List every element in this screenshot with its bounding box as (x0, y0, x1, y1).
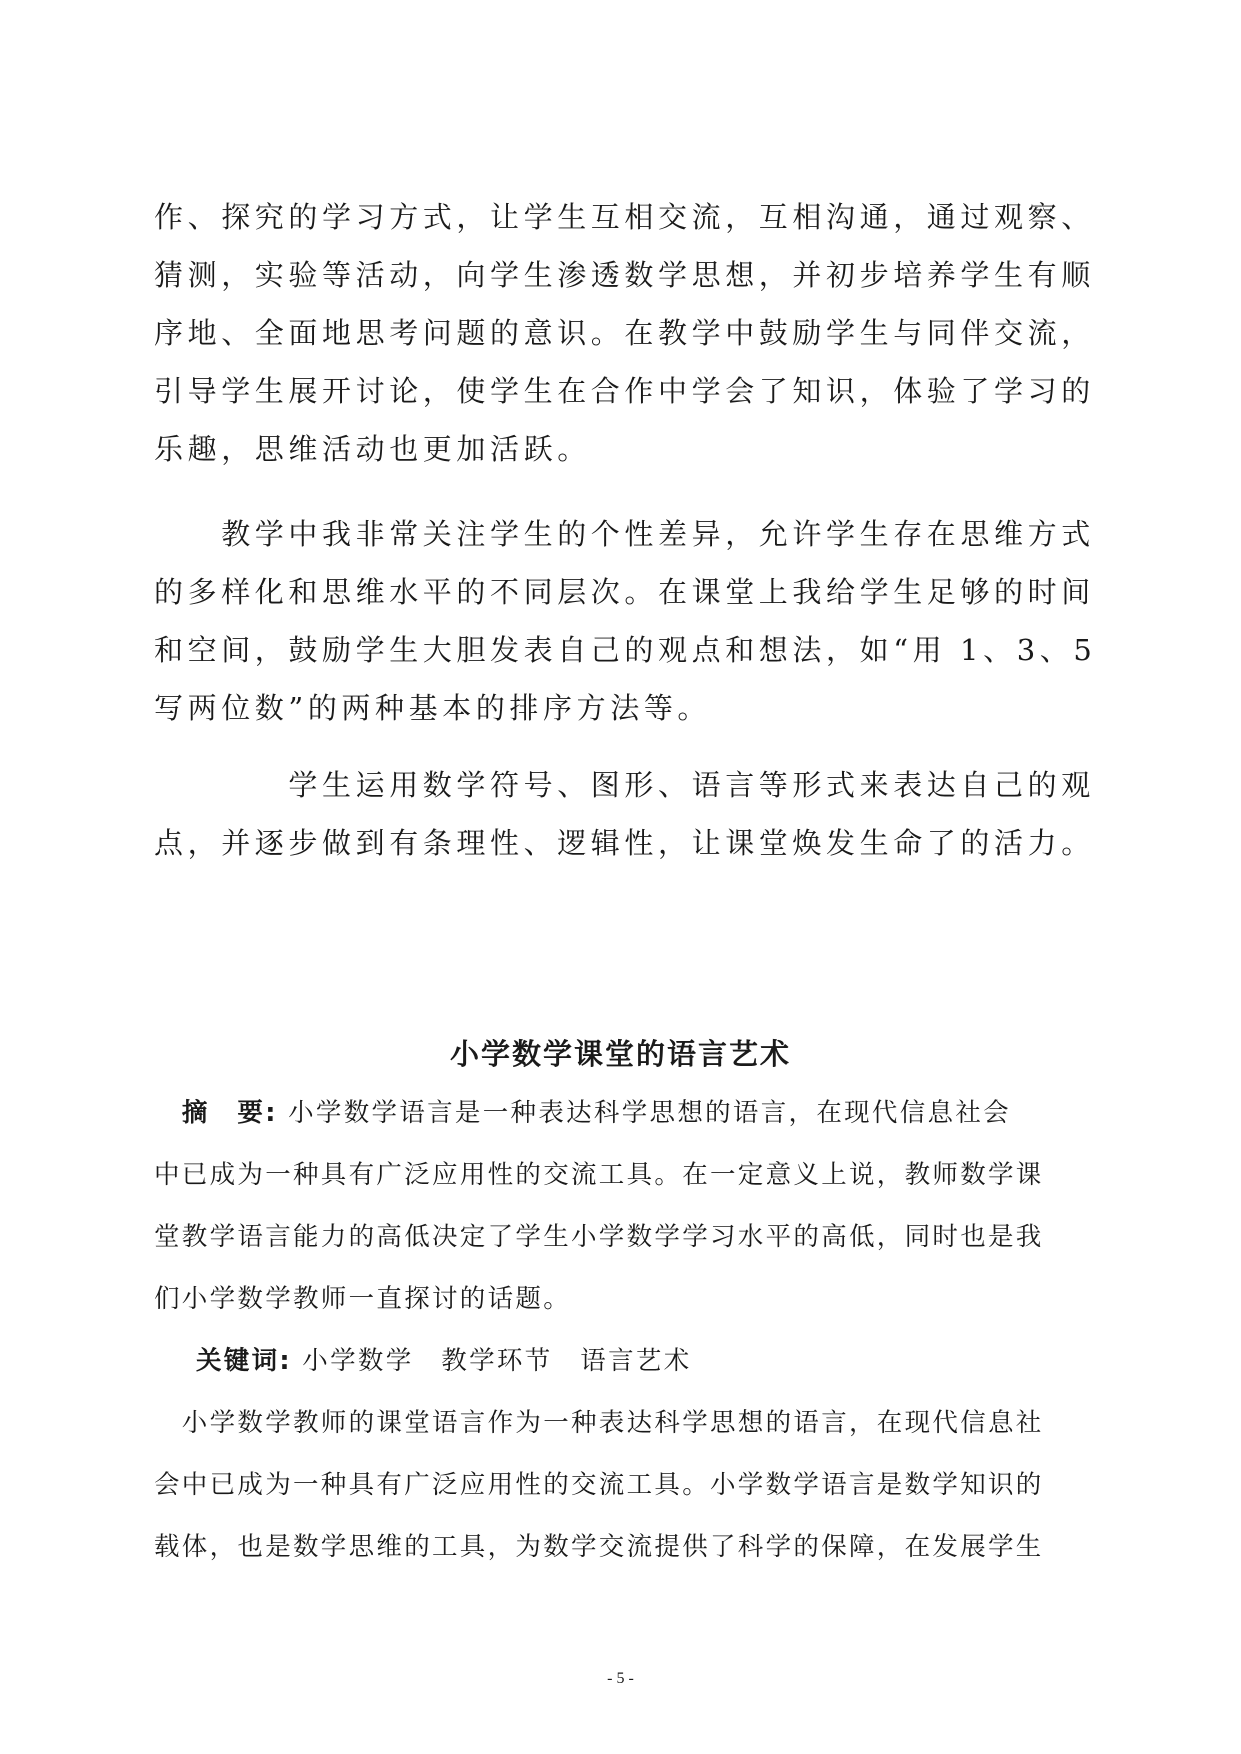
text-line: 小学数学语言是一种表达科学思想的语言，在现代信息社会 (277, 1098, 1011, 1128)
text-line: 小学数学教师的课堂语言作为一种表达科学思想的语言，在现代信息社 (154, 1408, 1044, 1438)
text-line: 和空间，鼓励学生大胆发表自己的观点和想法，如“用 1、3、5 (154, 633, 1097, 667)
article-title: 小学数学课堂的语言艺术 (449, 1037, 791, 1071)
keywords-text: 小学数学 教学环节 语言艺术 (291, 1346, 692, 1376)
text-line: 堂教学语言能力的高低决定了学生小学数学学习水平的高低，同时也是我 (154, 1222, 1044, 1252)
abstract-first-line (154, 1082, 1094, 1144)
text-line: 乐趣，思维活动也更加活跃。 (154, 432, 591, 466)
text-line: 作、探究的学习方式，让学生互相交流，互相沟通，通过观察、 (154, 200, 1095, 234)
paragraph-individual-differences (154, 505, 1097, 737)
text-line: 们小学数学教师一直探讨的话题。 (154, 1284, 572, 1314)
text-line: 学生运用数学符号、图形、语言等形式来表达自己的观 (154, 768, 1095, 802)
text-line: 序地、全面地思考问题的意识。在教学中鼓励学生与同伴交流， (154, 316, 1095, 350)
paragraph-cooperative-learning (154, 188, 1094, 478)
abstract-label: 摘 要: (181, 1098, 278, 1128)
paragraph-math-symbols (154, 756, 1094, 872)
keywords-label: 关键词: (196, 1346, 292, 1376)
body-paragraph (154, 1392, 1094, 1578)
page-number: - 5 - (607, 1670, 634, 1687)
text-line: 写两位数”的两种基本的排序方法等。 (154, 691, 712, 725)
keywords-line (196, 1330, 1136, 1392)
text-line: 的多样化和思维水平的不同层次。在课堂上我给学生足够的时间 (154, 575, 1095, 609)
text-line: 猜测，实验等活动，向学生渗透数学思想，并初步培养学生有顺 (154, 258, 1095, 292)
text-line: 中已成为一种具有广泛应用性的交流工具。在一定意义上说，教师数学课 (154, 1160, 1044, 1190)
text-line: 点，并逐步做到有条理性、逻辑性，让课堂焕发生命了的活力。 (154, 826, 1095, 860)
text-line: 引导学生展开讨论，使学生在合作中学会了知识，体验了学习的 (154, 374, 1095, 408)
text-line: 教学中我非常关注学生的个性差异，允许学生存在思维方式 (154, 517, 1095, 551)
text-line: 载体，也是数学思维的工具，为数学交流提供了科学的保障，在发展学生 (154, 1532, 1044, 1562)
abstract-paragraph (154, 1082, 1094, 1330)
text-line: 会中已成为一种具有广泛应用性的交流工具。小学数学语言是数学知识的 (154, 1470, 1044, 1500)
